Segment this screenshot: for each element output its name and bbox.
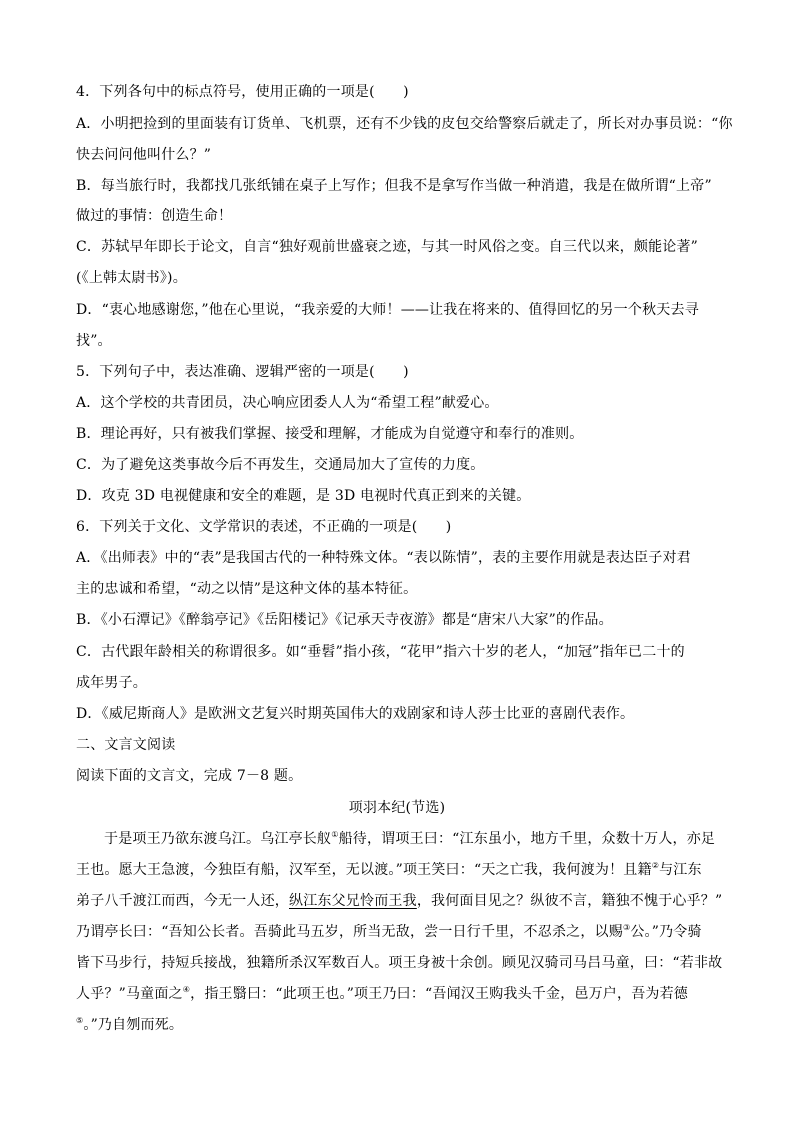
- passage-text: 乃谓亭长曰：“吾知公长者。吾骑此马五岁，所当无敌，尝一日行千里，不忍杀之，以赐: [76, 924, 623, 940]
- question-4-option-d-line-2: 找”。: [76, 333, 112, 349]
- passage-line-2: [76, 860, 702, 880]
- question-6-option-c-line-2: 成年男子。: [76, 675, 147, 691]
- footnote-marker: ③: [622, 923, 631, 932]
- section-instruction: 阅读下面的文言文，完成 7－8 题。: [76, 768, 303, 784]
- passage-line-1: [104, 829, 715, 849]
- passage-text: 公。”乃令骑: [630, 924, 702, 940]
- question-4-option-a-line-1: A．小明把捡到的里面装有订货单、飞机票，还有不少钱的皮包交给警察后就走了，所长对办事员说：“你: [76, 116, 733, 132]
- question-4-option-c-line-2: (《上韩太尉书》)。: [76, 270, 187, 286]
- question-6-option-a-line-1: A．《出师表》中的“表”是我国古代的一种特殊文体。“表以陈情”，表的主要作用就是表达臣子对君: [76, 550, 691, 566]
- passage-line-7: [76, 1015, 183, 1035]
- question-6-option-c-line-1: C．古代跟年龄相关的称谓很多。如“垂髫”指小孩，“花甲”指六十岁的老人，“加冠”指年已二十的: [76, 644, 685, 660]
- passage-text: 人乎？”马童面之: [76, 986, 183, 1002]
- underlined-sentence: 纵江东父兄怜而王我: [289, 893, 417, 909]
- passage-title: 项羽本纪(节选): [348, 800, 446, 816]
- footnote-marker: ②: [651, 861, 660, 870]
- passage-text: ，我何面目见之？纵彼不言，籍独不愧于心乎？”: [416, 893, 723, 909]
- question-4-option-b-line-1: B．每当旅行时，我都找几张纸铺在桌子上写作；但我不是拿写作当做一种消遣，我是在做所谓“上帝”: [76, 178, 712, 194]
- passage-line-5: 皆下马步行，持短兵接战，独籍所杀汉军数百人。项王身被十余创。顾见汉骑司马吕马童，曰：“若非故: [76, 955, 723, 971]
- question-4-option-d-line-1: D．“衷心地感谢您，”他在心里说，“我亲爱的大师！——让我在将来的、值得回忆的另一个秋天去寻: [76, 302, 699, 318]
- passage-text: 与江东: [659, 862, 702, 878]
- question-5-stem: 5．下列句子中，表达准确、逻辑严密的一项是( ): [76, 364, 409, 380]
- question-5-option-b: B．理论再好，只有被我们掌握、接受和理解，才能成为自觉遵守和奉行的准则。: [76, 426, 584, 442]
- passage-text: 。”乃自刎而死。: [83, 1017, 184, 1033]
- passage-text: 王也。愿大王急渡，今独臣有船，汉军至，无以渡。”项王笑曰：“天之亡我，我何渡为！且籍: [76, 862, 652, 878]
- passage-line-3: [76, 891, 722, 911]
- footnote-marker: ④: [182, 985, 191, 994]
- passage-text: 船待，谓项王曰：“江东虽小，地方千里，众数十万人，亦足: [338, 831, 716, 847]
- question-5-option-a: A．这个学校的共青团员，决心响应团委人人为“希望工程”献爱心。: [76, 395, 499, 411]
- question-4-option-a-line-2: 快去问问他叫什么？”: [76, 147, 212, 163]
- passage-line-4: [76, 922, 702, 942]
- footnote-marker: ⑤: [76, 1016, 84, 1025]
- question-6-option-a-line-2: 主的忠诚和希望，“动之以情”是这种文体的基本特征。: [76, 581, 418, 597]
- question-4-option-c-line-1: C．苏轼早年即长于论文，自言“独好观前世盛衰之迹，与其一时风俗之变。自三代以来，颇能论著”: [76, 239, 699, 255]
- question-6-option-b: B．《小石潭记》《醉翁亭记》《岳阳楼记》《记承天寺夜游》都是“唐宋八大家”的作品。: [76, 612, 613, 628]
- question-6-option-d: D．《威尼斯商人》是欧洲文艺复兴时期英国伟大的戏剧家和诗人莎士比亚的喜剧代表作。: [76, 706, 635, 722]
- question-4-stem: 4．下列各句中的标点符号，使用正确的一项是( ): [76, 84, 409, 100]
- question-4-option-b-line-2: 做过的事情：创造生命！: [76, 208, 233, 224]
- section-heading: 二、文言文阅读: [76, 737, 176, 753]
- passage-text: 弟子八千渡江而西，今无一人还，: [76, 893, 289, 909]
- question-6-stem: 6．下列关于文化、文学常识的表述，不正确的一项是( ): [76, 519, 452, 535]
- footnote-marker: ①: [331, 830, 339, 839]
- passage-text: 于是项王乃欲东渡乌江。乌江亭长舣: [104, 831, 332, 847]
- passage-line-6: [76, 984, 688, 1004]
- question-5-option-d: D．攻克 3D 电视健康和安全的难题，是 3D 电视时代真正到来的关键。: [76, 488, 531, 504]
- passage-text: ，指王翳曰：“此项王也。”项王乃曰：“吾闻汉王购我头千金，邑万户，吾为若德: [190, 986, 689, 1002]
- question-5-option-c: C．为了避免这类事故今后不再发生，交通局加大了宣传的力度。: [76, 457, 485, 473]
